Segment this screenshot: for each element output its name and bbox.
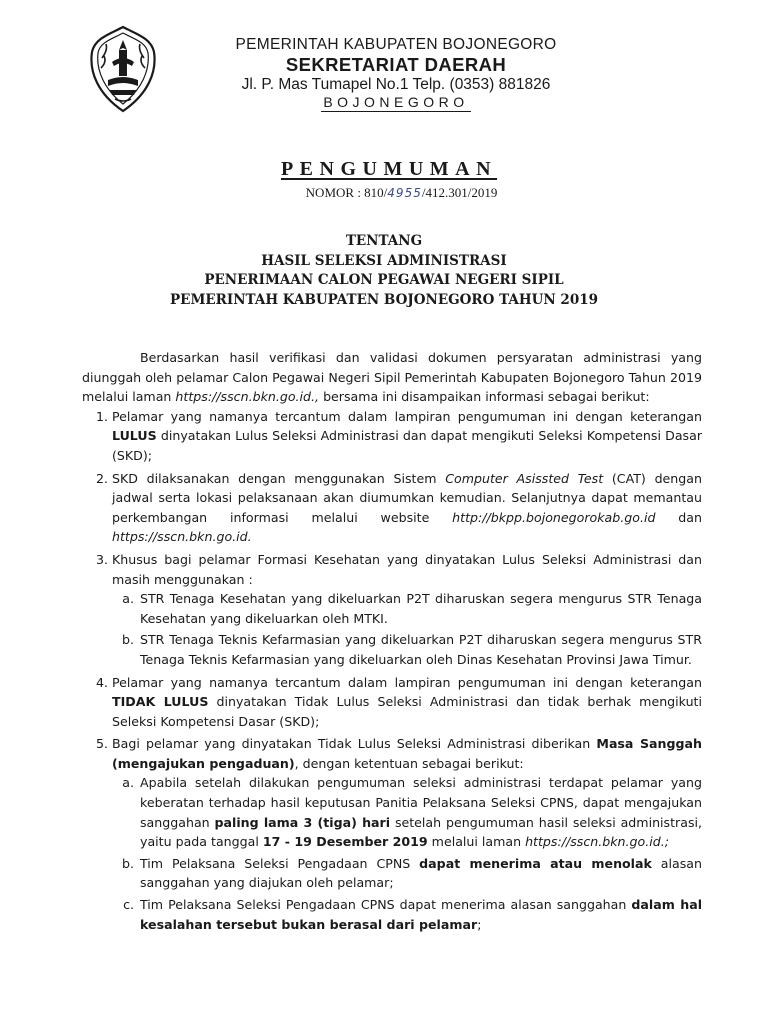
letterhead [0,0,768,135]
subject-line-3: PENERIMAAN CALON PEGAWAI NEGERI SIPIL [204,272,564,288]
item2-text-c: dan [655,509,702,525]
sub-a-text-3: melalui laman [427,834,526,850]
sub-a-bold-2: 17 - 19 Desember 2019 [262,834,428,850]
sub-list-item: a. STR Tenaga Kesehatan yang dikeluarkan P2T diharuskan segera mengurus STR Tenaga Kesehatan yang dikeluarkan oleh MTKI. [138,589,702,628]
sub-b-text-1: Tim Pelaksana Seleksi Pengadaan CPNS [140,855,420,871]
announcement-list [82,407,702,934]
item2-italic: Computer Asissted Test [445,470,604,486]
sub-list [112,589,702,669]
sub-list-item [138,895,702,934]
subject-line-1: TENTANG [345,233,423,249]
sub-list-item [138,773,702,851]
item2-link-sscn: https://sscn.bkn.go.id. [112,529,252,545]
list-item [112,673,702,732]
announcement-subject [0,232,768,310]
list-item [112,550,702,670]
intro-paragraph [82,348,702,407]
sub-a-link: https://sscn.bkn.go.id.; [525,834,669,850]
item1-text-a: Pelamar yang namanya tercantum dalam lampiran pengumuman ini dengan keterangan [112,408,702,424]
list-item [112,407,702,466]
sub-list-item: b. STR Tenaga Teknis Kefarmasian yang dikeluarkan P2T diharuskan segera mengurus STR Tenaga Teknis Kefarmasian yang dikeluarkan oleh Dinas Kesehatan Provinsi Jawa Timur. [138,630,702,669]
sub-c-text-1: Tim Pelaksana Seleksi Pengadaan CPNS dapat menerima alasan sanggahan [140,897,632,913]
bojonegoro-emblem-icon [88,24,158,114]
list-item [112,469,702,547]
intro-link: https://sscn.bkn.go.id., [175,389,320,405]
announcement-title [0,158,768,201]
item2-link-bkpp: http://bkpp.bojonegorokab.go.id [452,509,656,525]
sub-c-bold: dalam hal kesalahan tersebut bukan berasal dari pelamar [140,897,703,932]
sub-a-text-2: setelah pengumuman hasil seleksi administrasi, yaitu pada tanggal [140,814,703,850]
item5-bold: Masa Sanggah (mengajukan pengaduan) [112,736,703,771]
sub-c-text-2: ; [477,916,482,932]
intro-text-a: Berdasarkan hasil verifikasi dan validasi dokumen persyaratan administrasi yang diunggah oleh pelamar Calon Pegawai Negeri Sipil Pemerintah Kabupaten Bojonegoro Tahun 2019 melalui laman [82,350,702,405]
sub-a-bold-1: paling lama 3 (tiga) hari [214,814,391,830]
sub-list [112,773,702,934]
subject-line-4: PEMERINTAH KABUPATEN BOJONEGORO TAHUN 2019 [170,291,598,308]
nomor-label: NOMOR : 810/ [305,185,388,200]
sub-b-text-2: alasan sanggahan yang diajukan oleh pelamar; [140,855,702,891]
office-name: SEKRETARIAT DAERAH [285,54,507,75]
item1-bold: LULUS [112,428,157,444]
nomor-suffix: /412.301/2019 [421,185,498,200]
government-name: PEMERINTAH KABUPATEN BOJONEGORO [235,36,557,53]
item3-text: Khusus bagi pelamar Formasi Kesehatan yang dinyatakan Lulus Seleksi Administrasi dan masih menggunakan : [112,551,702,587]
sub-list-item [138,854,702,893]
item1-text-b: dinyatakan Lulus Seleksi Administrasi dan dapat mengikuti Seleksi Kompetensi Dasar (SKD); [112,428,702,463]
item4-text-a: Pelamar yang namanya tercantum dalam lampiran pengumuman ini dengan keterangan [112,674,702,690]
subject-line-2: HASIL SELEKSI ADMINISTRASI [261,252,507,269]
item5-text-a: Bagi pelamar yang dinyatakan Tidak Lulus Seleksi Administrasi diberikan [112,736,597,752]
intro-text-b: bersama ini disampaikan informasi sebagai berikut: [319,389,650,405]
sub-b-bold: dapat menerima atau menolak [419,855,652,871]
item4-bold: TIDAK LULUS [112,694,209,710]
item5-text-b: , dengan ketentuan sebagai berikut: [294,755,524,771]
item2-text-a: SKD dilaksanakan dengan menggunakan Sistem [112,470,446,486]
office-address: Jl. P. Mas Tumapel No.1 Telp. (0353) 881826 [241,76,551,93]
list-item [112,734,702,934]
item2-text-b: (CAT) dengan jadwal serta lokasi pelaksanaan akan diumumkan kemudian. Selanjutnya dapat memantau perkembangan informasi melalui website [112,470,702,525]
nomor-handwritten: 4955 [387,186,422,200]
sub-a-text-1: Apabila setelah dilakukan pengumuman seleksi administrasi terdapat pelamar yang keberatan terhadap hasil keputusan Panitia Pelaksana Seleksi CPNS, dapat mengajukan sanggahan [140,775,702,830]
office-city: BOJONEGORO [323,94,469,110]
announcement-heading: PENGUMUMAN [280,158,498,180]
announcement-body [82,348,702,937]
announcement-number [35,185,768,201]
item4-text-b: dinyatakan Tidak Lulus Seleksi Administrasi dan tidak berhak mengikuti Seleksi Kompetensi Dasar (SKD); [112,694,702,729]
letterhead-text [186,36,606,112]
